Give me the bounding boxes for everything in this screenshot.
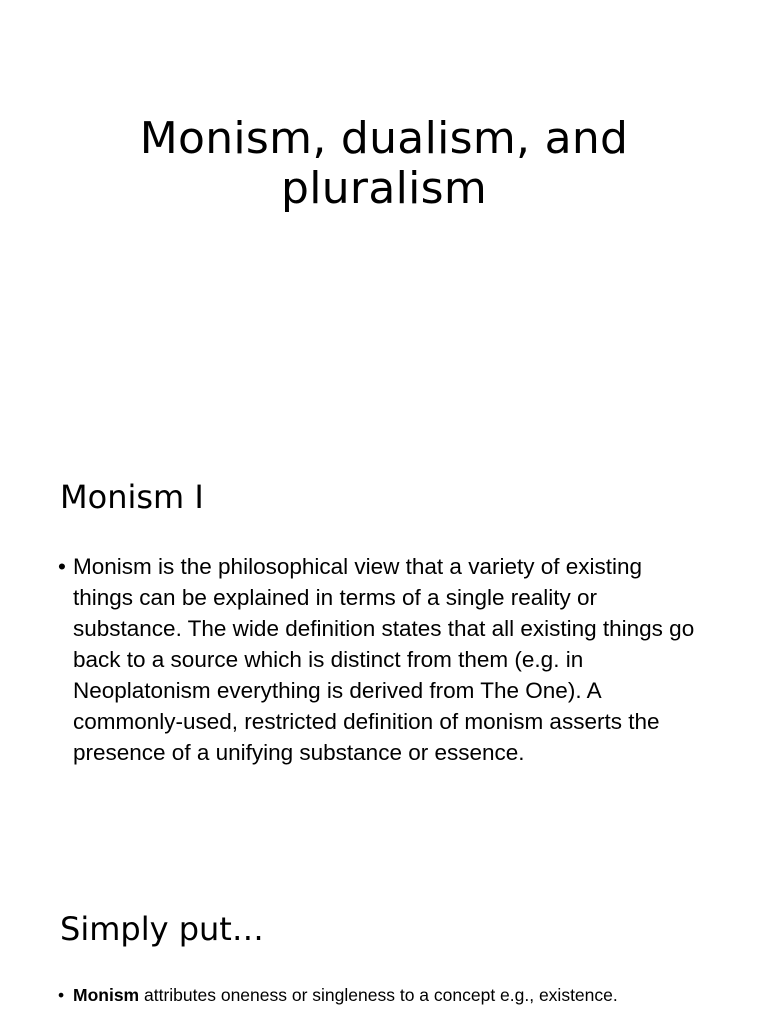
list-item — [58, 983, 708, 1007]
bold-term: Monism — [73, 985, 140, 1005]
title-slide — [0, 0, 768, 256]
slide-heading: Monism I — [60, 478, 204, 516]
bullet-list — [58, 551, 708, 768]
bullet-text: attributes oneness or singleness to a concept e.g., existence. — [139, 985, 618, 1005]
title-line-2: pluralism — [280, 163, 488, 214]
slide-heading: Simply put… — [60, 910, 264, 948]
bullet-icon: • — [58, 985, 65, 1005]
presentation-title — [60, 114, 708, 214]
list-item — [58, 551, 708, 768]
bullet-text: Monism is the philosophical view that a variety of existing things can be explained in terms of a single reality or substance. The wide definition states that all existing things go back to a source which is distinct from them (e.g. in Neoplatonism everything is derived from The One). A commonly-used, restricted definition of monism asserts the presence of a unifying substance or essence. — [73, 554, 695, 765]
monism-slide — [0, 450, 768, 850]
title-line-1: Monism, dualism, and — [139, 113, 629, 164]
simply-put-slide — [0, 890, 768, 1024]
bullet-list — [58, 983, 708, 1007]
bullet-icon: • — [58, 554, 66, 579]
